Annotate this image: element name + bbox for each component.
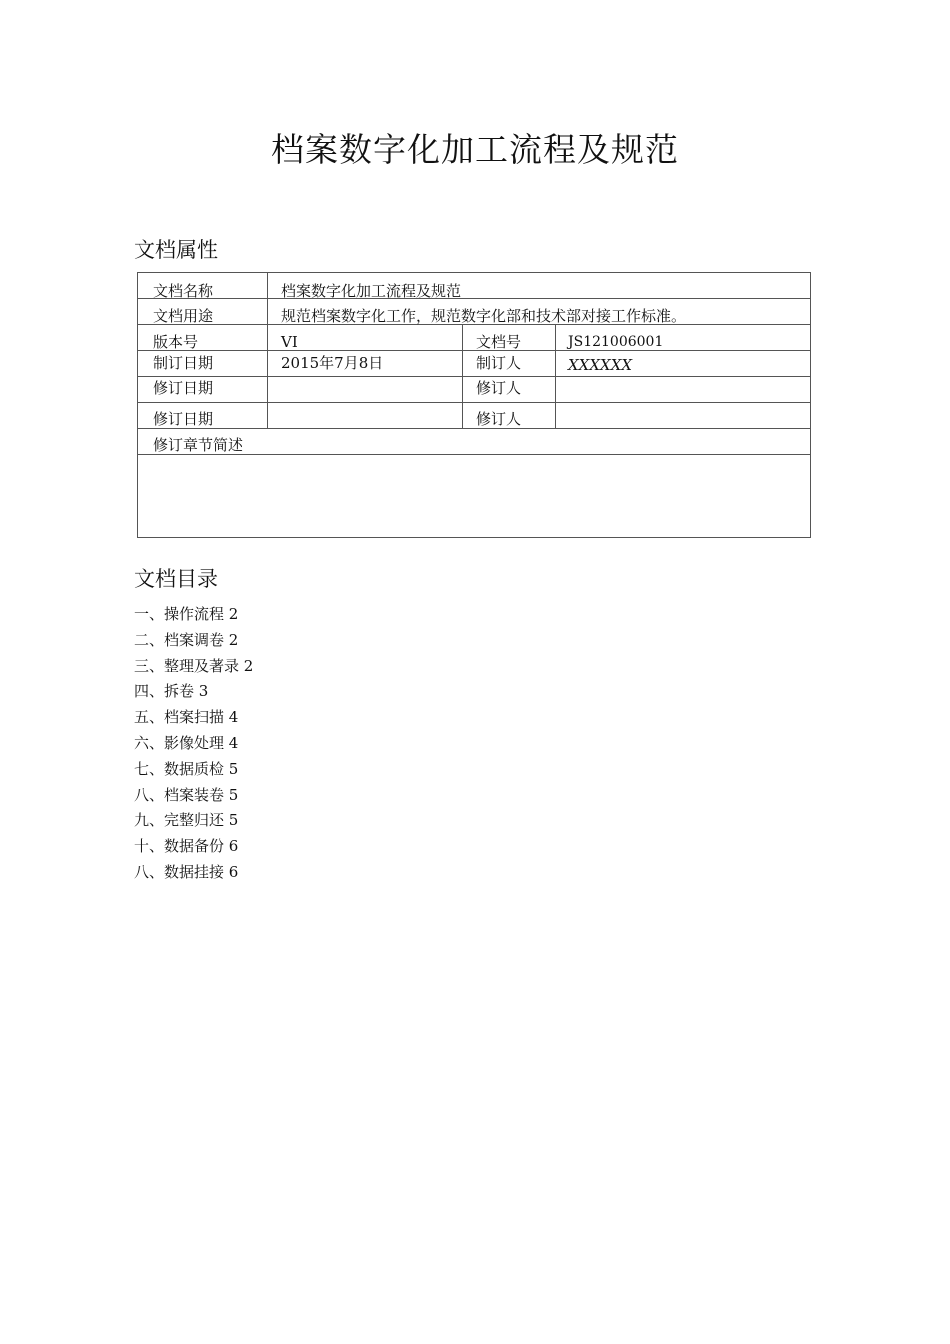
table-of-contents	[134, 603, 253, 887]
creator-label: 制订人	[476, 354, 522, 372]
toc-item[interactable]: 八、档案装卷 5	[134, 785, 239, 804]
toc-item[interactable]: 一、操作流程 2	[134, 605, 239, 623]
doc-purpose-value: 规范档案数字化工作，规范数字化部和技术部对接工作标准。	[281, 307, 687, 325]
toc-item[interactable]: 八、数据挂接 6	[134, 862, 239, 881]
toc-item[interactable]: 五、档案扫描 4	[134, 708, 239, 727]
doc-number-label: 文档号	[476, 333, 522, 351]
version-value: VI	[281, 333, 298, 351]
toc-item[interactable]: 二、档案调卷 2	[134, 630, 239, 649]
doc-purpose-label: 文档用途	[153, 307, 214, 325]
row-divider	[138, 298, 810, 299]
toc-item[interactable]: 九、完整归还 5	[134, 811, 239, 830]
properties-table	[137, 272, 811, 538]
row-divider	[138, 428, 810, 429]
row-divider	[138, 402, 810, 403]
created-date-label: 制订日期	[153, 354, 214, 372]
toc-item[interactable]: 七、数据质检 5	[134, 759, 239, 778]
revision-date-label: 修订日期	[153, 379, 214, 397]
column-divider	[555, 324, 556, 428]
column-divider	[462, 324, 463, 428]
creator-value: XXXXXX	[568, 356, 633, 374]
row-divider	[138, 454, 810, 455]
toc-item[interactable]: 六、影像处理 4	[134, 733, 239, 752]
reviser-label: 修订人	[476, 379, 522, 397]
doc-name-label: 文档名称	[153, 282, 214, 300]
doc-name-value: 档案数字化加工流程及规范	[281, 282, 462, 300]
row-divider	[138, 350, 810, 351]
column-divider	[267, 273, 268, 428]
toc-item[interactable]: 四、拆卷 3	[134, 682, 209, 701]
created-date-value: 2015年7月8日	[281, 354, 384, 372]
revision-date-label: 修订日期	[153, 410, 214, 428]
doc-number-value: JS121006001	[568, 334, 664, 350]
version-label: 版本号	[153, 333, 199, 351]
revision-summary-label: 修订章节简述	[153, 436, 244, 454]
row-divider	[138, 376, 810, 377]
toc-item[interactable]: 三、整理及著录 2	[134, 656, 254, 675]
toc-heading: 文档目录	[134, 567, 218, 591]
reviser-label: 修订人	[476, 410, 522, 428]
toc-item[interactable]: 十、数据备份 6	[134, 837, 239, 856]
document-title: 档案数字化加工流程及规范	[271, 130, 679, 169]
properties-heading: 文档属性	[134, 238, 218, 262]
